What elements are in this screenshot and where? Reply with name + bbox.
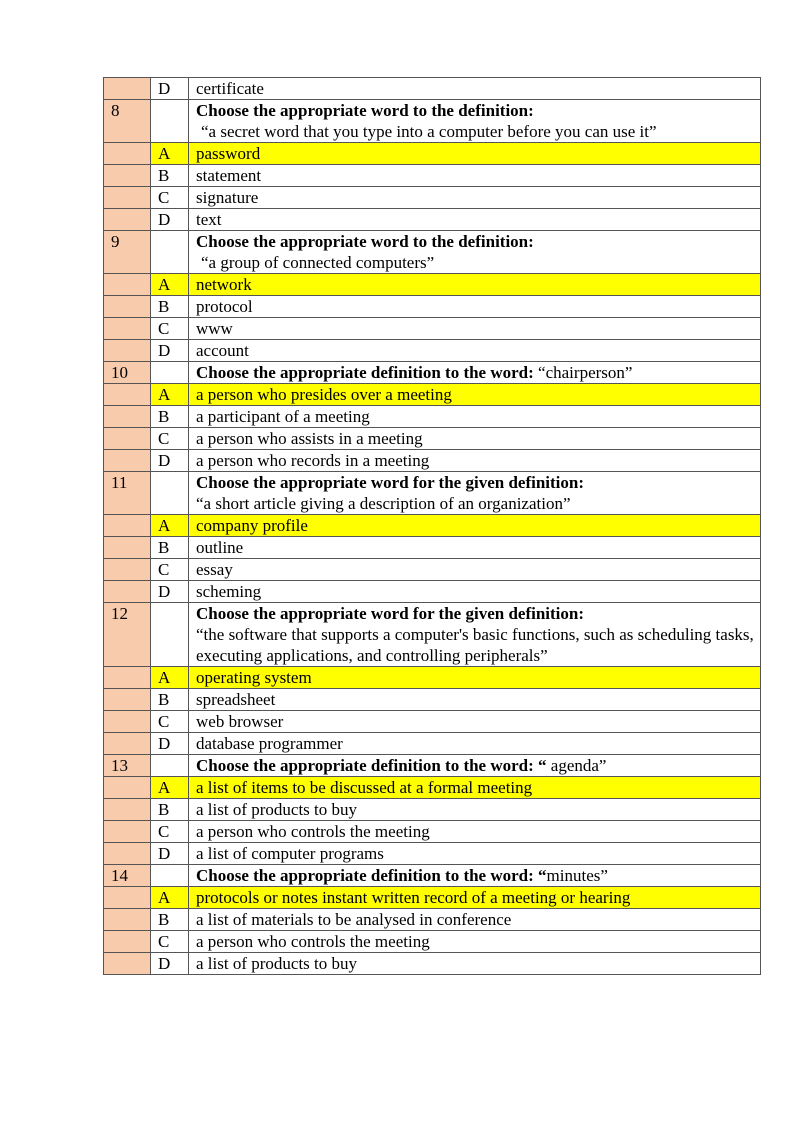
question-row (104, 865, 761, 887)
option-letter: A (151, 143, 189, 165)
question-row (104, 231, 761, 274)
number-cell (104, 843, 151, 865)
question-title: Choose the appropriate definition to the word: “ (196, 756, 547, 775)
option-text: a person who assists in a meeting (189, 428, 761, 450)
number-cell (104, 777, 151, 799)
question-cell (189, 100, 761, 143)
option-letter: C (151, 318, 189, 340)
question-number: 8 (104, 100, 151, 143)
option-text: certificate (189, 78, 761, 100)
number-cell (104, 274, 151, 296)
option-letter: D (151, 209, 189, 231)
question-cell (189, 755, 761, 777)
option-letter: A (151, 384, 189, 406)
option-letter: B (151, 689, 189, 711)
answer-option-row (104, 931, 761, 953)
number-cell (104, 340, 151, 362)
answer-option-row (104, 843, 761, 865)
answer-option-row (104, 711, 761, 733)
number-cell (104, 887, 151, 909)
question-title: Choose the appropriate definition to the word: “ (196, 866, 547, 885)
option-text: account (189, 340, 761, 362)
number-cell (104, 296, 151, 318)
option-letter: C (151, 931, 189, 953)
question-row (104, 100, 761, 143)
option-text: signature (189, 187, 761, 209)
quiz-table-container (103, 77, 760, 975)
question-title: Choose the appropriate word for the given definition: (196, 604, 585, 623)
question-letter-cell (151, 362, 189, 384)
answer-option-row (104, 953, 761, 975)
question-number: 13 (104, 755, 151, 777)
answer-option-row (104, 733, 761, 755)
number-cell (104, 821, 151, 843)
question-letter-cell (151, 865, 189, 887)
option-letter: B (151, 296, 189, 318)
number-cell (104, 667, 151, 689)
question-number: 11 (104, 472, 151, 515)
option-letter: D (151, 953, 189, 975)
number-cell (104, 909, 151, 931)
option-text: spreadsheet (189, 689, 761, 711)
question-row (104, 362, 761, 384)
answer-option-row (104, 689, 761, 711)
option-letter: B (151, 165, 189, 187)
option-text: a list of products to buy (189, 799, 761, 821)
option-letter: C (151, 187, 189, 209)
option-letter: D (151, 450, 189, 472)
question-cell (189, 472, 761, 515)
option-text: a person who controls the meeting (189, 821, 761, 843)
option-text: a participant of a meeting (189, 406, 761, 428)
question-title: Choose the appropriate word to the definition: (196, 101, 534, 120)
answer-option-row (104, 821, 761, 843)
option-text: statement (189, 165, 761, 187)
option-letter: B (151, 537, 189, 559)
option-letter: A (151, 515, 189, 537)
question-row (104, 755, 761, 777)
option-text: a list of items to be discussed at a formal meeting (189, 777, 761, 799)
number-cell (104, 559, 151, 581)
question-row (104, 472, 761, 515)
number-cell (104, 209, 151, 231)
number-cell (104, 450, 151, 472)
number-cell (104, 318, 151, 340)
option-letter: B (151, 909, 189, 931)
answer-option-row (104, 428, 761, 450)
question-letter-cell (151, 755, 189, 777)
option-text: a list of products to buy (189, 953, 761, 975)
question-title: Choose the appropriate word for the given definition: (196, 473, 585, 492)
question-term: minutes” (546, 866, 608, 885)
answer-option-row (104, 581, 761, 603)
option-letter: C (151, 711, 189, 733)
question-letter-cell (151, 472, 189, 515)
answer-option-row (104, 799, 761, 821)
number-cell (104, 384, 151, 406)
number-cell (104, 515, 151, 537)
quiz-table (103, 77, 761, 975)
option-letter: D (151, 340, 189, 362)
option-letter: D (151, 78, 189, 100)
number-cell (104, 406, 151, 428)
number-cell (104, 143, 151, 165)
question-number: 9 (104, 231, 151, 274)
option-text: protocol (189, 296, 761, 318)
question-row (104, 603, 761, 667)
quiz-table-body (104, 78, 761, 975)
question-term: agenda” (546, 756, 607, 775)
correct-answer-row (104, 667, 761, 689)
correct-answer-row (104, 143, 761, 165)
answer-option-row (104, 406, 761, 428)
number-cell (104, 428, 151, 450)
option-text: a list of materials to be analysed in conference (189, 909, 761, 931)
option-letter: D (151, 843, 189, 865)
answer-option-row (104, 909, 761, 931)
question-title: Choose the appropriate word to the definition: (196, 232, 534, 251)
question-number: 12 (104, 603, 151, 667)
option-text: a person who records in a meeting (189, 450, 761, 472)
question-definition: “a secret word that you type into a computer before you can use it” (201, 122, 657, 141)
question-term: “chairperson” (533, 363, 633, 382)
option-letter: B (151, 406, 189, 428)
question-definition: “a short article giving a description of an organization” (196, 494, 571, 513)
answer-option-row (104, 450, 761, 472)
question-cell (189, 362, 761, 384)
number-cell (104, 581, 151, 603)
option-text: web browser (189, 711, 761, 733)
question-cell (189, 231, 761, 274)
option-letter: A (151, 887, 189, 909)
correct-answer-row (104, 777, 761, 799)
question-number: 10 (104, 362, 151, 384)
option-text: a person who controls the meeting (189, 931, 761, 953)
number-cell (104, 799, 151, 821)
option-text: essay (189, 559, 761, 581)
option-letter: C (151, 428, 189, 450)
option-text: a person who presides over a meeting (189, 384, 761, 406)
question-cell (189, 865, 761, 887)
answer-option-row (104, 165, 761, 187)
answer-option-row (104, 78, 761, 100)
option-letter: C (151, 821, 189, 843)
question-definition: “the software that supports a computer's basic functions, such as scheduling tasks, executing applications, and controlling peripherals” (196, 625, 754, 665)
answer-option-row (104, 559, 761, 581)
option-text: text (189, 209, 761, 231)
answer-option-row (104, 318, 761, 340)
question-number: 14 (104, 865, 151, 887)
correct-answer-row (104, 384, 761, 406)
number-cell (104, 165, 151, 187)
option-letter: B (151, 799, 189, 821)
number-cell (104, 931, 151, 953)
option-letter: A (151, 667, 189, 689)
question-definition: “a group of connected computers” (201, 253, 435, 272)
answer-option-row (104, 537, 761, 559)
correct-answer-row (104, 515, 761, 537)
correct-answer-row (104, 887, 761, 909)
question-title: Choose the appropriate definition to the word: (196, 363, 534, 382)
question-letter-cell (151, 100, 189, 143)
option-letter: A (151, 777, 189, 799)
answer-option-row (104, 340, 761, 362)
number-cell (104, 733, 151, 755)
number-cell (104, 78, 151, 100)
number-cell (104, 689, 151, 711)
option-text: scheming (189, 581, 761, 603)
correct-answer-row (104, 274, 761, 296)
option-text: company profile (189, 515, 761, 537)
option-text: password (189, 143, 761, 165)
question-letter-cell (151, 603, 189, 667)
option-text: network (189, 274, 761, 296)
option-letter: D (151, 581, 189, 603)
answer-option-row (104, 187, 761, 209)
option-text: protocols or notes instant written record of a meeting or hearing (189, 887, 761, 909)
option-letter: D (151, 733, 189, 755)
option-text: operating system (189, 667, 761, 689)
answer-option-row (104, 209, 761, 231)
number-cell (104, 953, 151, 975)
option-text: www (189, 318, 761, 340)
option-letter: A (151, 274, 189, 296)
question-letter-cell (151, 231, 189, 274)
option-text: database programmer (189, 733, 761, 755)
number-cell (104, 187, 151, 209)
option-letter: C (151, 559, 189, 581)
number-cell (104, 537, 151, 559)
number-cell (104, 711, 151, 733)
option-text: outline (189, 537, 761, 559)
option-text: a list of computer programs (189, 843, 761, 865)
answer-option-row (104, 296, 761, 318)
question-cell (189, 603, 761, 667)
